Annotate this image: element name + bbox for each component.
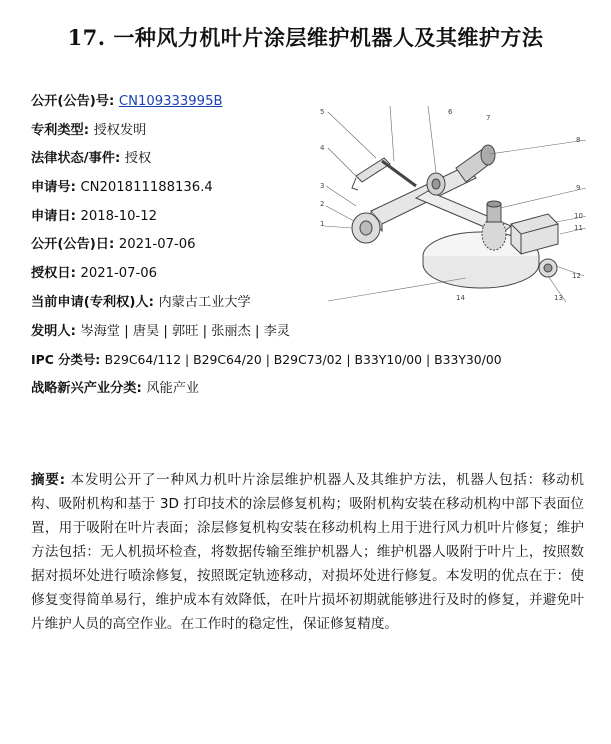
page-title: 17. 一种风力机叶片涂层维护机器人及其维护方法 bbox=[67, 25, 544, 50]
field-label: 专利类型 bbox=[31, 122, 84, 138]
field-label: IPC 分类号 bbox=[31, 352, 96, 368]
field-pub-date: 公开(公告)日: 2021-07-06 bbox=[31, 237, 196, 253]
part-label: 1 bbox=[320, 220, 325, 228]
field-label: 申请号 bbox=[31, 180, 71, 196]
field-value: 授权发明 bbox=[93, 122, 147, 138]
field-label: 当前申请(专利权)人 bbox=[31, 294, 149, 310]
field-legal-status: 法律状态/事件: 授权 bbox=[31, 151, 152, 167]
part-label: 8 bbox=[576, 136, 581, 144]
part-label: 12 bbox=[572, 272, 581, 280]
part-label: 4 bbox=[320, 144, 325, 152]
field-label: 发明人 bbox=[31, 323, 71, 339]
field-label: 法律状态/事件 bbox=[31, 151, 115, 167]
field-inventors: 发明人: 岑海堂 | 唐昊 | 郭旺 | 张丽杰 | 李灵 bbox=[31, 323, 290, 339]
part-label: 6 bbox=[448, 108, 453, 116]
part-label: 7 bbox=[486, 114, 491, 122]
field-label: 公开(公告)日 bbox=[31, 237, 109, 253]
field-applicant: 当前申请(专利权)人: 内蒙古工业大学 bbox=[31, 294, 251, 310]
field-label: 公开(公告)号 bbox=[31, 94, 109, 109]
field-value: 授权 bbox=[124, 151, 152, 167]
field-label: 授权日 bbox=[31, 266, 71, 282]
patent-number-link[interactable]: CN109333995B bbox=[118, 94, 223, 109]
field-value: 2018-10-12 bbox=[80, 208, 158, 224]
field-patent-type: 专利类型: 授权发明 bbox=[31, 122, 147, 138]
part-label: 5 bbox=[320, 108, 325, 116]
abstract-section: 摘要: 本发明公开了一种风力机叶片涂层维护机器人及其维护方法，机器人包括：移动机构、吸附机构和基于 3D 打印技术的涂层修复机构；吸附机构安装在移动机构中部下表面位置，用于吸附在叶片表面；涂层修复机构安装在移动机构上用于进行风力机叶片修复；维护方法包括：无人机损坏检查，将数据传输至维护机器人；维护机器人吸附于叶片上，按照数据对损坏处进行喷涂修复，按照既定轨迹移动，对损坏处进行修复。本发明的优点在于：使修复变得简单易行，维护成本有效降低，在叶片损坏初期就能够进行及时的修复，并避免叶片维护人员的高空作业。在工作时的稳定性，保证修复精度。 bbox=[31, 472, 585, 632]
field-label: 战略新兴产业分类 bbox=[31, 380, 137, 396]
part-label: 3 bbox=[320, 182, 325, 190]
field-app-no: 申请号: CN201811188136.4 bbox=[31, 180, 213, 196]
field-value: 内蒙古工业大学 bbox=[158, 294, 251, 310]
field-value: 岑海堂 | 唐昊 | 郭旺 | 张丽杰 | 李灵 bbox=[80, 323, 290, 339]
field-value: CN201811188136.4 bbox=[80, 180, 213, 196]
field-ipc: IPC 分类号: B29C64/112 | B29C64/20 | B29C73/02 | B33Y10/00 | B33Y30/00 bbox=[31, 352, 502, 368]
part-label: 10 bbox=[574, 212, 583, 220]
field-value: 2021-07-06 bbox=[118, 237, 196, 253]
field-value: 风能产业 bbox=[146, 380, 200, 396]
field-pub-no: 公开(公告)号: CN109333995B bbox=[31, 94, 223, 109]
abstract-text: 本发明公开了一种风力机叶片涂层维护机器人及其维护方法，机器人包括：移动机构、吸附机构和基于 3D 打印技术的涂层修复机构；吸附机构安装在移动机构中部下表面位置，用于吸附在叶片表面；涂层修复机构安装在移动机构上用于进行风力机叶片修复；维护方法包括：无人机损坏检查，将数据传输至维护机器人；维护机器人吸附于叶片上，按照数据对损坏处进行喷涂修复，按照既定轨迹移动，对损坏处进行修复。本发明的优点在于：使修复变得简单易行，维护成本有效降低，在叶片损坏初期就能够进行及时的修复，并避免叶片维护人员的高空作业。在工作时的稳定性，保证修复精度。 bbox=[31, 472, 585, 632]
part-label: 11 bbox=[574, 224, 583, 232]
robot-drawing-svg bbox=[316, 106, 586, 302]
abstract-label: 摘要 bbox=[31, 472, 60, 488]
field-value: B29C64/112 | B29C64/20 | B29C73/02 | B33Y10/00 | B33Y30/00 bbox=[104, 352, 502, 368]
field-label: 申请日 bbox=[31, 208, 71, 224]
part-label: 9 bbox=[576, 184, 581, 192]
part-label: 14 bbox=[456, 294, 465, 302]
field-industry: 战略新兴产业分类: 风能产业 bbox=[31, 380, 200, 396]
part-label: 13 bbox=[554, 294, 563, 302]
field-grant-date: 授权日: 2021-07-06 bbox=[31, 266, 158, 282]
part-label: 2 bbox=[320, 200, 325, 208]
patent-drawing bbox=[316, 106, 586, 302]
field-value: 2021-07-06 bbox=[80, 266, 158, 282]
field-app-date: 申请日: 2018-10-12 bbox=[31, 208, 158, 224]
